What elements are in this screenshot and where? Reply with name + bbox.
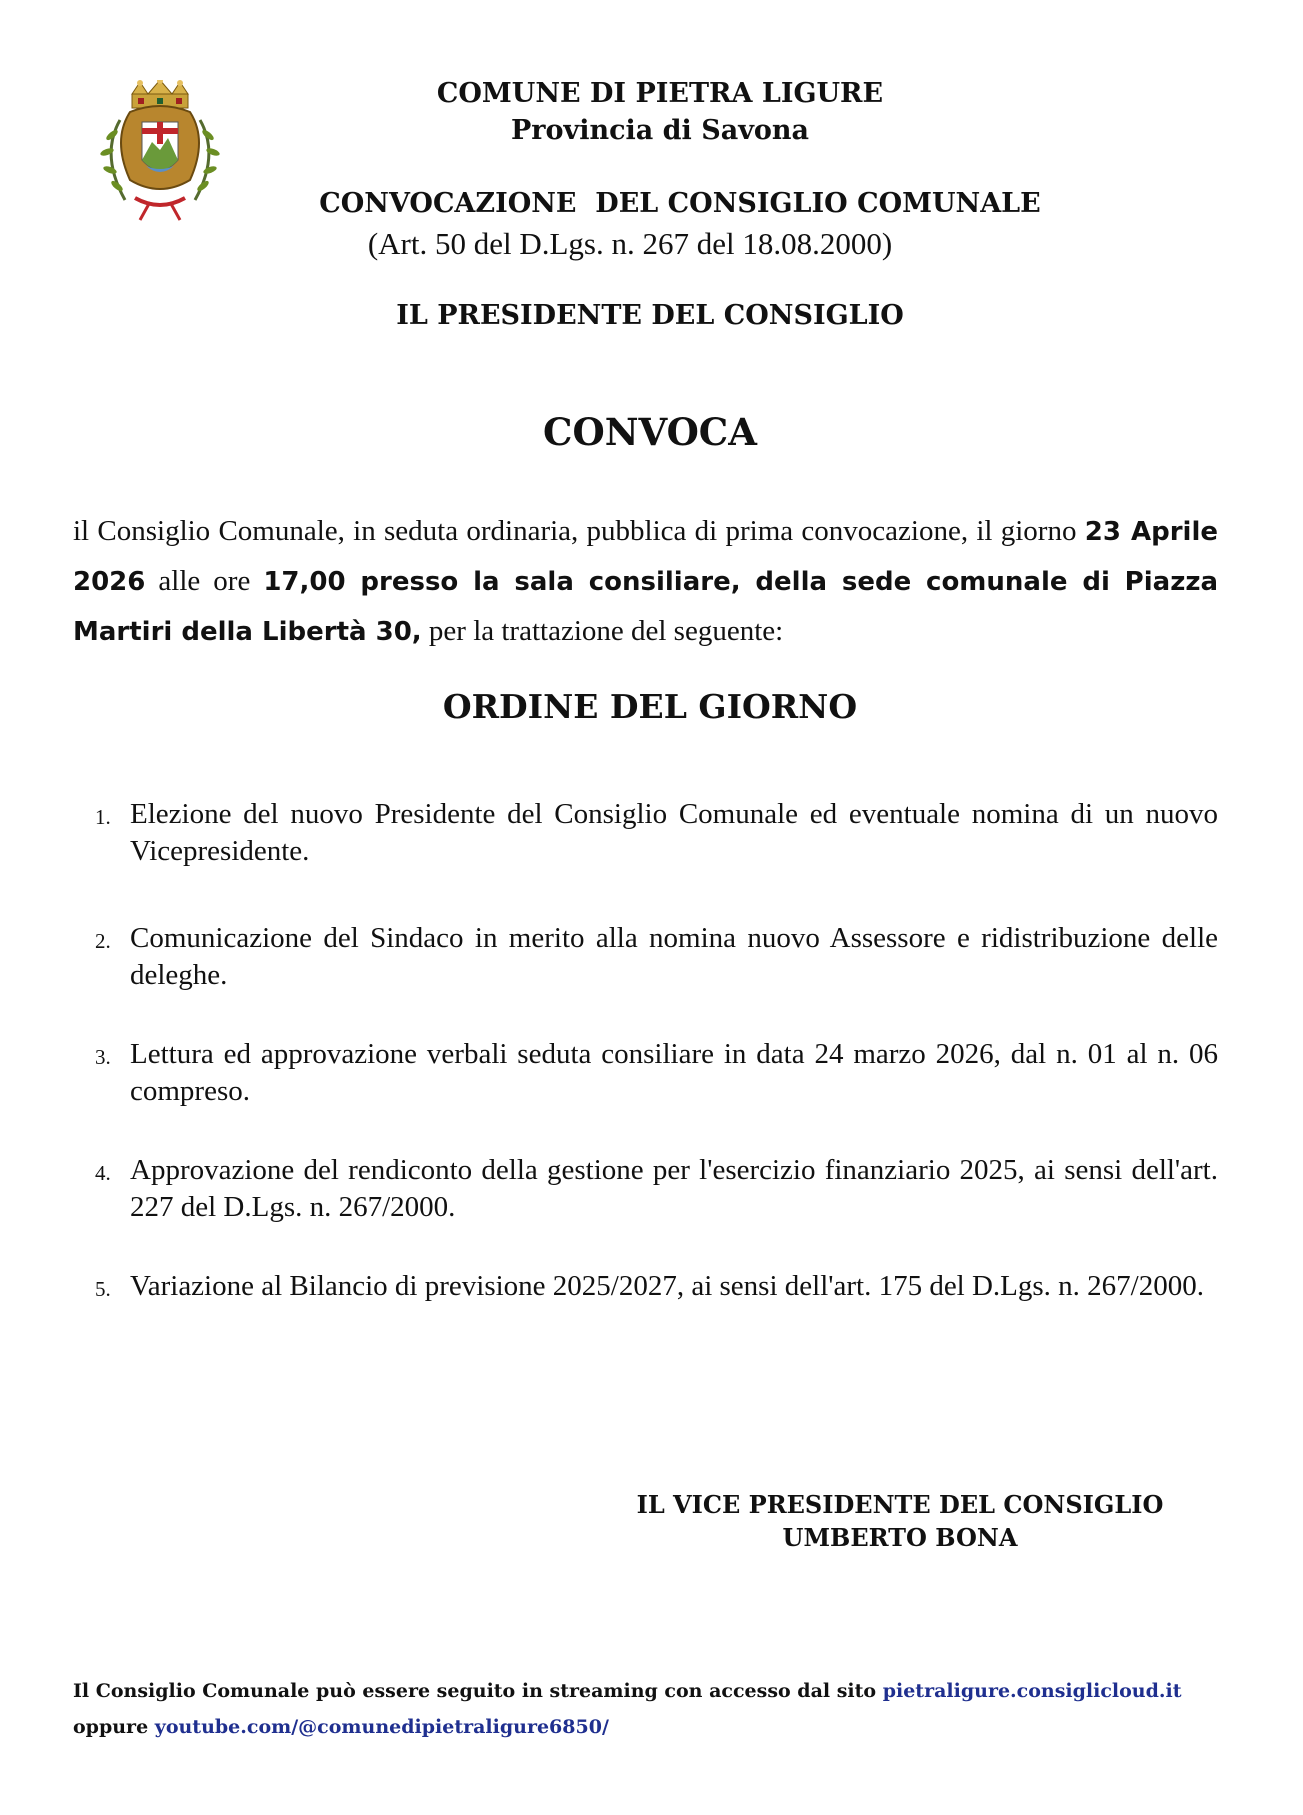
signature-block xyxy=(600,1488,1200,1554)
agenda-item-number: 4. xyxy=(95,1161,111,1185)
agenda-item-number: 1. xyxy=(95,805,111,829)
footer-text-2: oppure xyxy=(73,1716,155,1738)
agenda-item-number: 3. xyxy=(95,1045,111,1069)
footer-line-2 xyxy=(73,1716,1233,1738)
municipal-crest xyxy=(90,80,230,225)
signature-role: IL VICE PRESIDENTE DEL CONSIGLIO xyxy=(636,1490,1164,1519)
footer-text-1: Il Consiglio Comunale può essere seguito in streaming con accesso dal sito xyxy=(73,1680,883,1702)
provincia-title: Provincia di Savona xyxy=(510,115,810,146)
agenda-item-number: 5. xyxy=(95,1277,111,1301)
agenda-item xyxy=(95,1152,1218,1226)
agenda-item-number: 2. xyxy=(95,929,111,953)
agenda-item-text: Comunicazione del Sindaco in merito alla nomina nuovo Assessore e ridistribuzione delle deleghe. xyxy=(130,922,1218,991)
intro-text-3: per la trattazione del seguente: xyxy=(421,615,784,647)
agenda-item xyxy=(95,796,1218,870)
convoca-heading: CONVOCA xyxy=(543,410,757,454)
signature-name: UMBERTO BONA xyxy=(782,1523,1018,1552)
meeting-time-place: 17,00 presso la sala consiliare, della sede comunale di Piazza Martiri della Libertà 30, xyxy=(73,567,1219,647)
convocazione-title: CONVOCAZIONE DEL CONSIGLIO COMUNALE xyxy=(319,188,1041,219)
intro-text-1: il Consiglio Comunale, in seduta ordinaria, pubblica di prima convocazione, il giorno xyxy=(73,515,1085,547)
consiglicloud-link[interactable]: pietraligure.consiglicloud.it xyxy=(882,1680,1182,1702)
youtube-link[interactable]: youtube.com/@comunedipietraligure6850/ xyxy=(154,1716,609,1738)
agenda-item-text: Variazione al Bilancio di previsione 2025/2027, ai sensi dell'art. 175 del D.Lgs. n. 267/2000. xyxy=(130,1270,1204,1302)
agenda-item xyxy=(95,1268,1218,1305)
comune-title: COMUNE DI PIETRA LIGURE xyxy=(436,78,884,109)
agenda-item xyxy=(95,1036,1218,1110)
ordine-del-giorno-heading: ORDINE DEL GIORNO xyxy=(442,687,858,726)
presidente-heading: IL PRESIDENTE DEL CONSIGLIO xyxy=(396,300,904,331)
agenda-item-text: Approvazione del rendiconto della gestione per l'esercizio finanziario 2025, ai sensi dell'art. 227 del D.Lgs. n. 267/2000. xyxy=(130,1154,1218,1223)
article-reference: (Art. 50 del D.Lgs. n. 267 del 18.08.2000) xyxy=(367,226,893,261)
meeting-date: 23 Aprile 2026 xyxy=(73,517,1219,597)
agenda-item-text: Lettura ed approvazione verbali seduta consiliare in data 24 marzo 2026, dal n. 01 al n. 06 compreso. xyxy=(130,1038,1218,1107)
agenda-item xyxy=(95,920,1218,994)
footer-line-1 xyxy=(73,1680,1233,1702)
intro-paragraph xyxy=(73,507,1218,657)
agenda-item-text: Elezione del nuovo Presidente del Consiglio Comunale ed eventuale nomina di un nuovo Vicepresidente. xyxy=(130,798,1218,867)
intro-text-2: alle ore xyxy=(145,565,264,597)
